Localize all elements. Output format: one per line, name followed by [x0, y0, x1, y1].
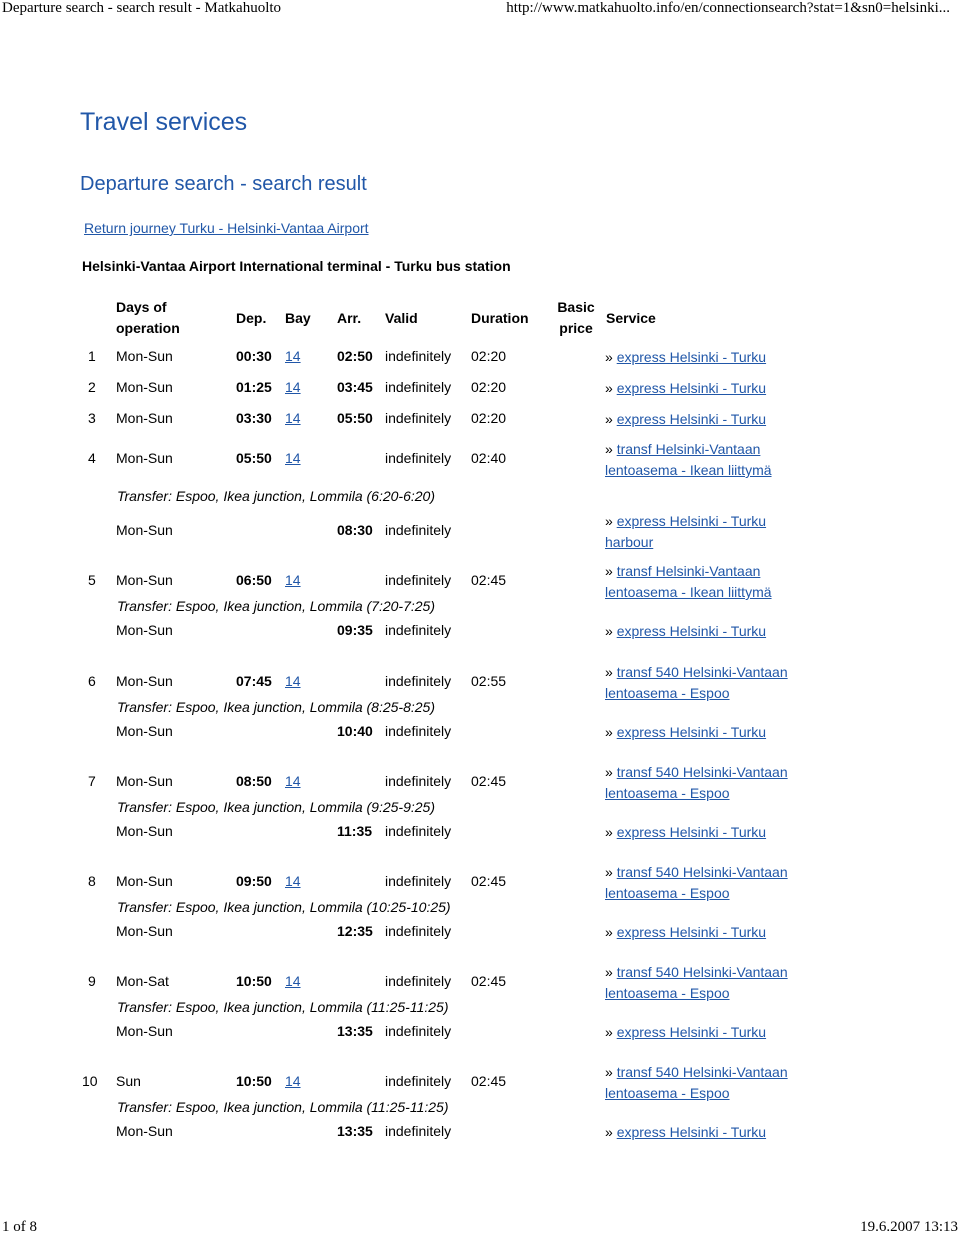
days-of-operation: Mon-Sun	[116, 348, 173, 364]
transfer-service-link[interactable]: express Helsinki - Turku	[616, 924, 767, 940]
transfer-arrival-time: 13:35	[337, 1023, 373, 1039]
row-number: 9	[88, 973, 96, 989]
transfer-arrival-time: 12:35	[337, 923, 373, 939]
duration: 02:55	[471, 673, 507, 689]
transfer-service-cell	[605, 822, 766, 843]
print-header-title: Departure search - search result - Matkahuolto	[2, 0, 282, 16]
bay-link[interactable]: 14	[285, 379, 301, 395]
service-link[interactable]: transf 540 Helsinki-Vantaan	[616, 764, 788, 780]
service-bullet: »	[605, 441, 613, 457]
valid: indefinitely	[385, 973, 452, 989]
transfer-service-link[interactable]: express Helsinki - Turku	[616, 513, 767, 529]
print-datetime: 19.6.2007 13:13	[860, 1219, 958, 1235]
valid: indefinitely	[385, 873, 452, 889]
service-bullet: »	[605, 664, 613, 680]
days-of-operation: Sun	[116, 1073, 141, 1089]
service-link-continued[interactable]: lentoasema - Espoo	[605, 685, 730, 701]
header-dep: Dep.	[236, 310, 267, 326]
duration: 02:20	[471, 348, 507, 364]
header-valid: Valid	[385, 310, 418, 326]
header-days	[116, 297, 180, 339]
service-link-continued[interactable]: lentoasema - Espoo	[605, 1085, 730, 1101]
transfer-valid: indefinitely	[385, 622, 452, 638]
transfer-service-cell	[605, 922, 766, 943]
departure-time: 07:45	[236, 673, 272, 689]
departure-time: 00:30	[236, 348, 272, 364]
service-bullet: »	[605, 349, 613, 365]
header-bay: Bay	[285, 310, 311, 326]
service-link[interactable]: transf 540 Helsinki-Vantaan	[616, 1064, 788, 1080]
transfer-valid: indefinitely	[385, 1123, 452, 1139]
service-bullet: »	[605, 964, 613, 980]
transfer-service-link[interactable]: express Helsinki - Turku	[616, 1024, 767, 1040]
row-number: 8	[88, 873, 96, 889]
transfer-service-link-continued[interactable]: harbour	[605, 534, 654, 550]
print-header-url: http://www.matkahuolto.info/en/connectionsearch?stat=1&sn0=helsinki...	[506, 0, 950, 16]
transfer-service-link[interactable]: express Helsinki - Turku	[616, 724, 767, 740]
valid: indefinitely	[385, 450, 452, 466]
page-number: 1 of 8	[2, 1219, 37, 1235]
service-bullet: »	[605, 623, 613, 639]
service-bullet: »	[605, 824, 613, 840]
service-cell	[605, 762, 788, 804]
service-cell	[605, 662, 788, 704]
header-days-line1: Days of	[116, 299, 167, 315]
service-cell	[605, 1062, 788, 1104]
bay-link[interactable]: 14	[285, 450, 301, 466]
duration: 02:20	[471, 379, 507, 395]
transfer-arrival-time: 08:30	[337, 522, 373, 538]
header-service: Service	[606, 310, 656, 326]
service-bullet: »	[605, 411, 613, 427]
bay-link[interactable]: 14	[285, 348, 301, 364]
departure-time: 06:50	[236, 572, 272, 588]
bay-link[interactable]: 14	[285, 1073, 301, 1089]
service-link[interactable]: express Helsinki - Turku	[616, 411, 767, 427]
transfer-arrival-time: 11:35	[337, 823, 373, 839]
service-link[interactable]: transf Helsinki-Vantaan	[616, 441, 761, 457]
valid: indefinitely	[385, 379, 452, 395]
service-bullet: »	[605, 924, 613, 940]
duration: 02:45	[471, 873, 507, 889]
duration: 02:45	[471, 973, 507, 989]
duration: 02:45	[471, 1073, 507, 1089]
transfer-days: Mon-Sun	[116, 622, 173, 638]
departure-time: 09:50	[236, 873, 272, 889]
service-link-continued[interactable]: lentoasema - Ikean liittymä	[605, 462, 772, 478]
transfer-service-cell	[605, 511, 766, 553]
service-bullet: »	[605, 764, 613, 780]
valid: indefinitely	[385, 1073, 452, 1089]
valid: indefinitely	[385, 572, 452, 588]
transfer-service-link[interactable]: express Helsinki - Turku	[616, 824, 767, 840]
transfer-valid: indefinitely	[385, 522, 452, 538]
transfer-service-cell	[605, 1122, 766, 1143]
transfer-info: Transfer: Espoo, Ikea junction, Lommila (11:25-11:25)	[117, 1099, 449, 1115]
return-journey-link[interactable]: Return journey Turku - Helsinki-Vantaa Airport	[84, 220, 369, 236]
service-cell	[605, 409, 766, 430]
transfer-info: Transfer: Espoo, Ikea junction, Lommila (6:20-6:20)	[117, 488, 436, 504]
transfer-days: Mon-Sun	[116, 1023, 173, 1039]
days-of-operation: Mon-Sun	[116, 450, 173, 466]
valid: indefinitely	[385, 673, 452, 689]
service-link[interactable]: express Helsinki - Turku	[616, 349, 767, 365]
transfer-days: Mon-Sun	[116, 823, 173, 839]
row-number: 6	[88, 673, 96, 689]
transfer-info: Transfer: Espoo, Ikea junction, Lommila (7:20-7:25)	[117, 598, 436, 614]
days-of-operation: Mon-Sat	[116, 973, 169, 989]
header-price	[555, 297, 597, 339]
service-link[interactable]: transf 540 Helsinki-Vantaan	[616, 864, 788, 880]
service-bullet: »	[605, 1124, 613, 1140]
transfer-valid: indefinitely	[385, 1023, 452, 1039]
valid: indefinitely	[385, 410, 452, 426]
service-cell	[605, 561, 772, 603]
service-link[interactable]: transf 540 Helsinki-Vantaan	[616, 664, 788, 680]
transfer-valid: indefinitely	[385, 823, 452, 839]
arrival-time: 05:50	[337, 410, 373, 426]
service-cell	[605, 962, 788, 1004]
valid: indefinitely	[385, 773, 452, 789]
bay-link[interactable]: 14	[285, 873, 301, 889]
bay-link[interactable]: 14	[285, 773, 301, 789]
valid: indefinitely	[385, 348, 452, 364]
service-bullet: »	[605, 1064, 613, 1080]
transfer-info: Transfer: Espoo, Ikea junction, Lommila (9:25-9:25)	[117, 799, 436, 815]
row-number: 4	[88, 450, 96, 466]
page-subtitle: Departure search - search result	[80, 173, 367, 195]
row-number: 10	[82, 1073, 98, 1089]
header-duration: Duration	[471, 310, 529, 326]
service-link[interactable]: transf 540 Helsinki-Vantaan	[616, 964, 788, 980]
departure-time: 03:30	[236, 410, 272, 426]
transfer-service-cell	[605, 621, 766, 642]
bay-link[interactable]: 14	[285, 572, 301, 588]
days-of-operation: Mon-Sun	[116, 673, 173, 689]
service-bullet: »	[605, 513, 613, 529]
transfer-days: Mon-Sun	[116, 1123, 173, 1139]
transfer-arrival-time: 09:35	[337, 622, 373, 638]
service-link-continued[interactable]: lentoasema - Espoo	[605, 885, 730, 901]
transfer-days: Mon-Sun	[116, 522, 173, 538]
duration: 02:45	[471, 572, 507, 588]
departure-time: 08:50	[236, 773, 272, 789]
row-number: 7	[88, 773, 96, 789]
header-price-line2: price	[559, 320, 593, 336]
service-link-continued[interactable]: lentoasema - Ikean liittymä	[605, 584, 772, 600]
duration: 02:40	[471, 450, 507, 466]
transfer-info: Transfer: Espoo, Ikea junction, Lommila (8:25-8:25)	[117, 699, 436, 715]
bay-link[interactable]: 14	[285, 973, 301, 989]
days-of-operation: Mon-Sun	[116, 572, 173, 588]
service-cell	[605, 862, 788, 904]
service-cell	[605, 347, 766, 368]
transfer-arrival-time: 13:35	[337, 1123, 373, 1139]
arrival-time: 02:50	[337, 348, 373, 364]
service-bullet: »	[605, 864, 613, 880]
transfer-service-cell	[605, 1022, 766, 1043]
service-link[interactable]: express Helsinki - Turku	[616, 380, 767, 396]
transfer-service-link[interactable]: express Helsinki - Turku	[616, 1124, 767, 1140]
departure-time: 05:50	[236, 450, 272, 466]
departure-time: 01:25	[236, 379, 272, 395]
departure-time: 10:50	[236, 1073, 272, 1089]
duration: 02:20	[471, 410, 507, 426]
service-bullet: »	[605, 1024, 613, 1040]
header-days-line2: operation	[116, 320, 180, 336]
row-number: 2	[88, 379, 96, 395]
bay-link[interactable]: 14	[285, 673, 301, 689]
service-cell	[605, 378, 766, 399]
transfer-service-cell	[605, 722, 766, 743]
days-of-operation: Mon-Sun	[116, 773, 173, 789]
service-bullet: »	[605, 380, 613, 396]
transfer-arrival-time: 10:40	[337, 723, 373, 739]
bay-link[interactable]: 14	[285, 410, 301, 426]
transfer-valid: indefinitely	[385, 923, 452, 939]
transfer-info: Transfer: Espoo, Ikea junction, Lommila (10:25-10:25)	[117, 899, 451, 915]
departure-time: 10:50	[236, 973, 272, 989]
route-title: Helsinki-Vantaa Airport International terminal - Turku bus station	[82, 258, 511, 274]
header-arr: Arr.	[337, 310, 362, 326]
service-bullet: »	[605, 724, 613, 740]
transfer-days: Mon-Sun	[116, 723, 173, 739]
days-of-operation: Mon-Sun	[116, 379, 173, 395]
header-price-line1: Basic	[557, 299, 595, 315]
row-number: 5	[88, 572, 96, 588]
transfer-info: Transfer: Espoo, Ikea junction, Lommila (11:25-11:25)	[117, 999, 449, 1015]
duration: 02:45	[471, 773, 507, 789]
service-cell	[605, 439, 772, 481]
transfer-days: Mon-Sun	[116, 923, 173, 939]
transfer-service-link[interactable]: express Helsinki - Turku	[616, 623, 767, 639]
days-of-operation: Mon-Sun	[116, 873, 173, 889]
print-header	[0, 0, 960, 20]
row-number: 3	[88, 410, 96, 426]
page-title: Travel services	[80, 108, 248, 136]
transfer-valid: indefinitely	[385, 723, 452, 739]
row-number: 1	[88, 348, 96, 364]
service-link[interactable]: transf Helsinki-Vantaan	[616, 563, 761, 579]
service-link-continued[interactable]: lentoasema - Espoo	[605, 985, 730, 1001]
print-footer	[0, 1218, 960, 1238]
service-link-continued[interactable]: lentoasema - Espoo	[605, 785, 730, 801]
days-of-operation: Mon-Sun	[116, 410, 173, 426]
arrival-time: 03:45	[337, 379, 373, 395]
service-bullet: »	[605, 563, 613, 579]
